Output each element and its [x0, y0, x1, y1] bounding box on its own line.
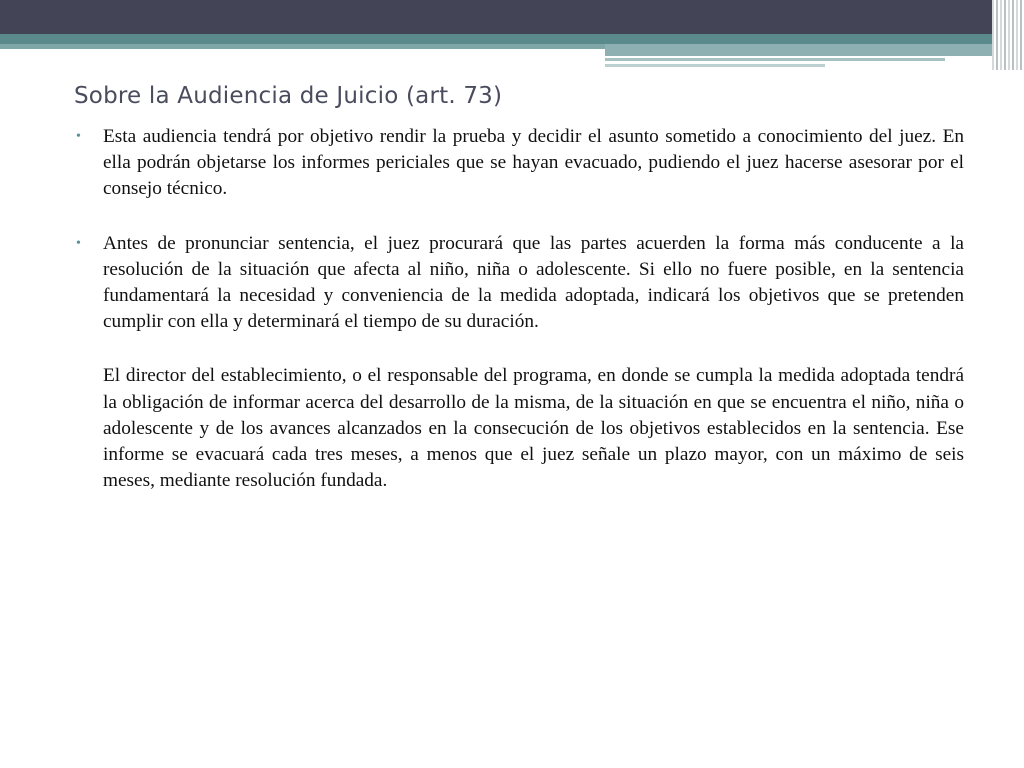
header-accent-block: [605, 44, 1000, 56]
header-accent-line: [605, 58, 945, 61]
slide-body: [76, 124, 964, 494]
bullet-paragraph: [76, 124, 964, 203]
header-accent-line: [0, 44, 605, 49]
paragraph-text: Esta audiencia tendrá por objetivo rendir la prueba y decidir el asunto sometido a conocimiento del juez. En ella podrán objetarse los informes periciales que se hayan evacuado, pudiendo el juez hacerse asesorar por el consejo técnico.: [103, 126, 964, 200]
paragraph-text: Antes de pronunciar sentencia, el juez procurará que las partes acuerden la forma más conducente a la resolución de la situación que afecta al niño, niña o adolescente. Si ello no fuere posible, en la sentencia fundamentará la necesidad y conveniencia de la medida adoptada, indicará los objetivos que se pretenden cumplir con ella y determinará el tiempo de su duración.: [103, 232, 964, 333]
header-stripes-decoration: [992, 0, 1024, 70]
header-bar: [0, 0, 1024, 34]
header-accent-band: [0, 34, 1024, 44]
header-accent-line: [605, 64, 825, 67]
slide-title: Sobre la Audiencia de Juicio (art. 73): [74, 83, 503, 109]
continuation-paragraph: [76, 363, 964, 494]
bullet-icon: •: [76, 129, 81, 144]
bullet-icon: •: [76, 235, 81, 251]
paragraph-text: El director del establecimiento, o el responsable del programa, en donde se cumpla la medida adoptada tendrá la obligación de informar acerca del desarrollo de la misma, de la situación en que se encuentra el niño, niña o adolescente y de los avances alcanzados en la consecución de los objetivos establecidos en la sentencia. Ese informe se evacuará cada tres meses, a menos que el juez señale un plazo mayor, con un máximo de seis meses, mediante resolución fundada.: [103, 365, 964, 492]
bullet-paragraph: [76, 231, 964, 336]
